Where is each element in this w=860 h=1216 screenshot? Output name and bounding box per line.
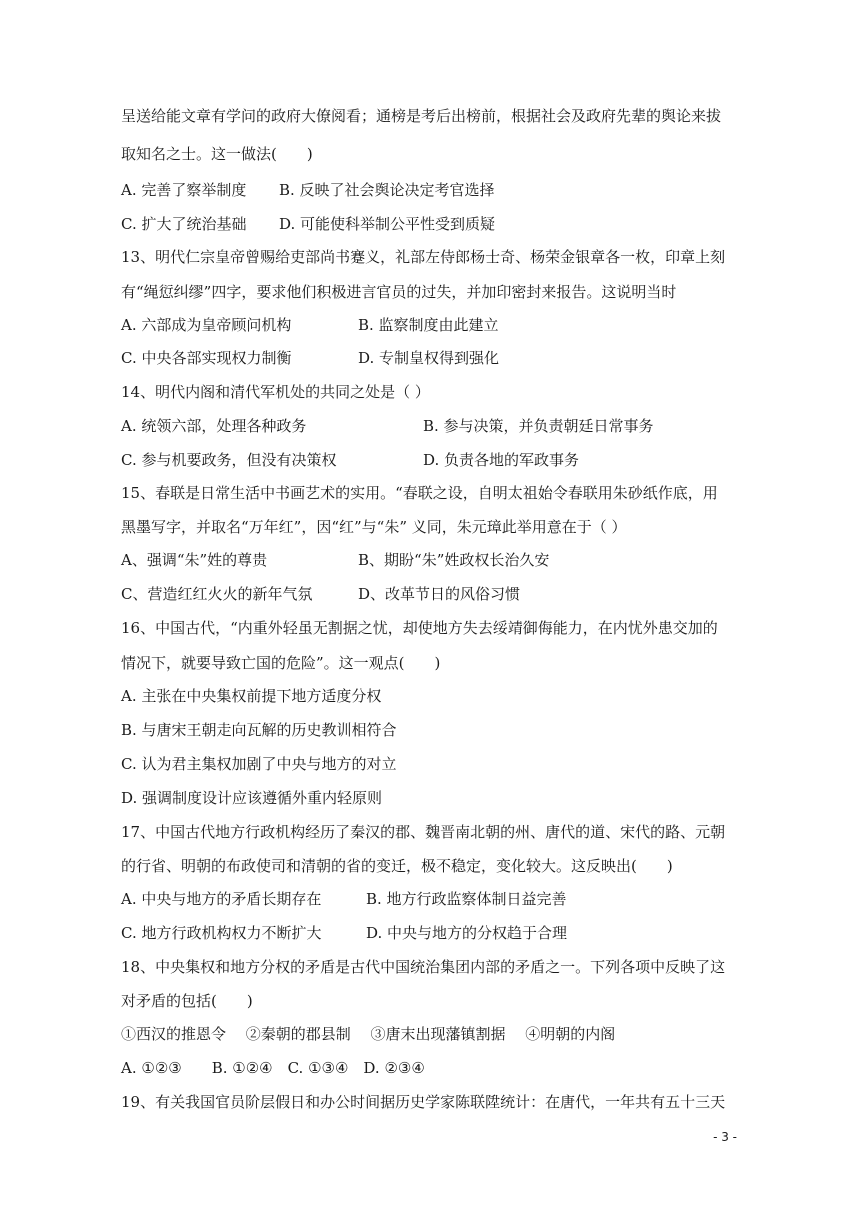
question-13: 13、明代仁宗皇帝曾赐给吏部尚书蹇义，礼部左侍郎杨士奇、杨荣金银章各一枚，印章上刻 [121, 248, 726, 266]
question-18-options: A. ①②③ B. ①②④ C. ①③④ D. ②③④ [121, 1059, 425, 1077]
option-q12-d: D. 可能使科举制公平性受到质疑 [279, 215, 496, 233]
option-q14-b: B. 参与决策，并负责朝廷日常事务 [423, 417, 654, 435]
option-q12-b: B. 反映了社会舆论决定考官选择 [279, 181, 495, 199]
question-15: 15、春联是日常生活中书画艺术的实用。“春联之设，自明太祖始令春联用朱砂纸作底，用 [121, 484, 718, 502]
option-q14-d: D. 负责各地的军政事务 [423, 451, 580, 469]
option-q13-c: C. 中央各部实现权力制衡 [121, 349, 292, 367]
option-q13-a: A. 六部成为皇帝顾问机构 [121, 316, 292, 334]
option-q13-d: D. 专制皇权得到强化 [358, 349, 500, 367]
text-line: 情况下，就要导致亡国的危险”。这一观点( ) [121, 654, 441, 672]
question-18-items: ①西汉的推恩令 ②秦朝的郡县制 ③唐末出现藩镇割据 ④明朝的内阁 [121, 1025, 616, 1043]
option-q15-b: B、期盼“朱”姓政权长治久安 [358, 551, 550, 569]
text-line: 有“绳愆纠缪”四字，要求他们积极进言官员的过失，并加印密封来报告。这说明当时 [121, 283, 677, 301]
question-18: 18、中央集权和地方分权的矛盾是古代中国统治集团内部的矛盾之一。下列各项中反映了这 [121, 958, 726, 976]
option-q15-c: C、营造红红火火的新年气氛 [121, 585, 313, 603]
question-17: 17、中国古代地方行政机构经历了秦汉的郡、魏晋南北朝的州、唐代的道、宋代的路、元朝 [121, 823, 726, 841]
option-q16-a: A. 主张在中央集权前提下地方适度分权 [121, 687, 382, 705]
option-q14-a: A. 统领六部，处理各种政务 [121, 417, 307, 435]
option-q15-a: A、强调“朱”姓的尊贵 [121, 551, 268, 569]
option-q13-b: B. 监察制度由此建立 [358, 316, 499, 334]
option-q17-c: C. 地方行政机构权力不断扩大 [121, 924, 322, 942]
text-line: 的行省、明朝的布政使司和清朝的省的变迁，极不稳定，变化较大。这反映出( ) [121, 857, 673, 875]
option-q17-a: A. 中央与地方的矛盾长期存在 [121, 890, 322, 908]
option-q12-c: C. 扩大了统治基础 [121, 215, 247, 233]
question-19: 19、有关我国官员阶层假日和办公时间据历史学家陈联陞统计：在唐代，一年共有五十三天 [121, 1093, 726, 1111]
text-line: 取知名之士。这一做法( ) [121, 145, 313, 163]
option-q14-c: C. 参与机要政务，但没有决策权 [121, 451, 337, 469]
text-line: 对矛盾的包括( ) [121, 992, 253, 1010]
option-q16-c: C. 认为君主集权加剧了中央与地方的对立 [121, 755, 397, 773]
question-14: 14、明代内阁和清代军机处的共同之处是（ ） [121, 383, 430, 401]
option-q12-a: A. 完善了察举制度 [121, 181, 247, 199]
question-16: 16、中国古代，“内重外轻虽无割据之忧，却使地方失去绥靖御侮能力，在内忧外患交加的 [121, 619, 718, 637]
option-q17-b: B. 地方行政监察体制日益完善 [366, 890, 567, 908]
option-q17-d: D. 中央与地方的分权趋于合理 [366, 924, 568, 942]
option-q16-d: D. 强调制度设计应该遵循外重内轻原则 [121, 789, 383, 807]
option-q15-d: D、改革节日的风俗习惯 [358, 585, 521, 603]
option-q16-b: B. 与唐宋王朝走向瓦解的历史教训相符合 [121, 721, 397, 739]
text-line: 呈送给能文章有学问的政府大僚阅看；通榜是考后出榜前，根据社会及政府先辈的舆论来拔 [121, 107, 722, 125]
text-line: 黑墨写字，并取名“万年红”，因“红”与“朱” 义同，朱元璋此举用意在于（ ） [121, 518, 627, 536]
page-number: - 3 - [713, 1130, 737, 1144]
